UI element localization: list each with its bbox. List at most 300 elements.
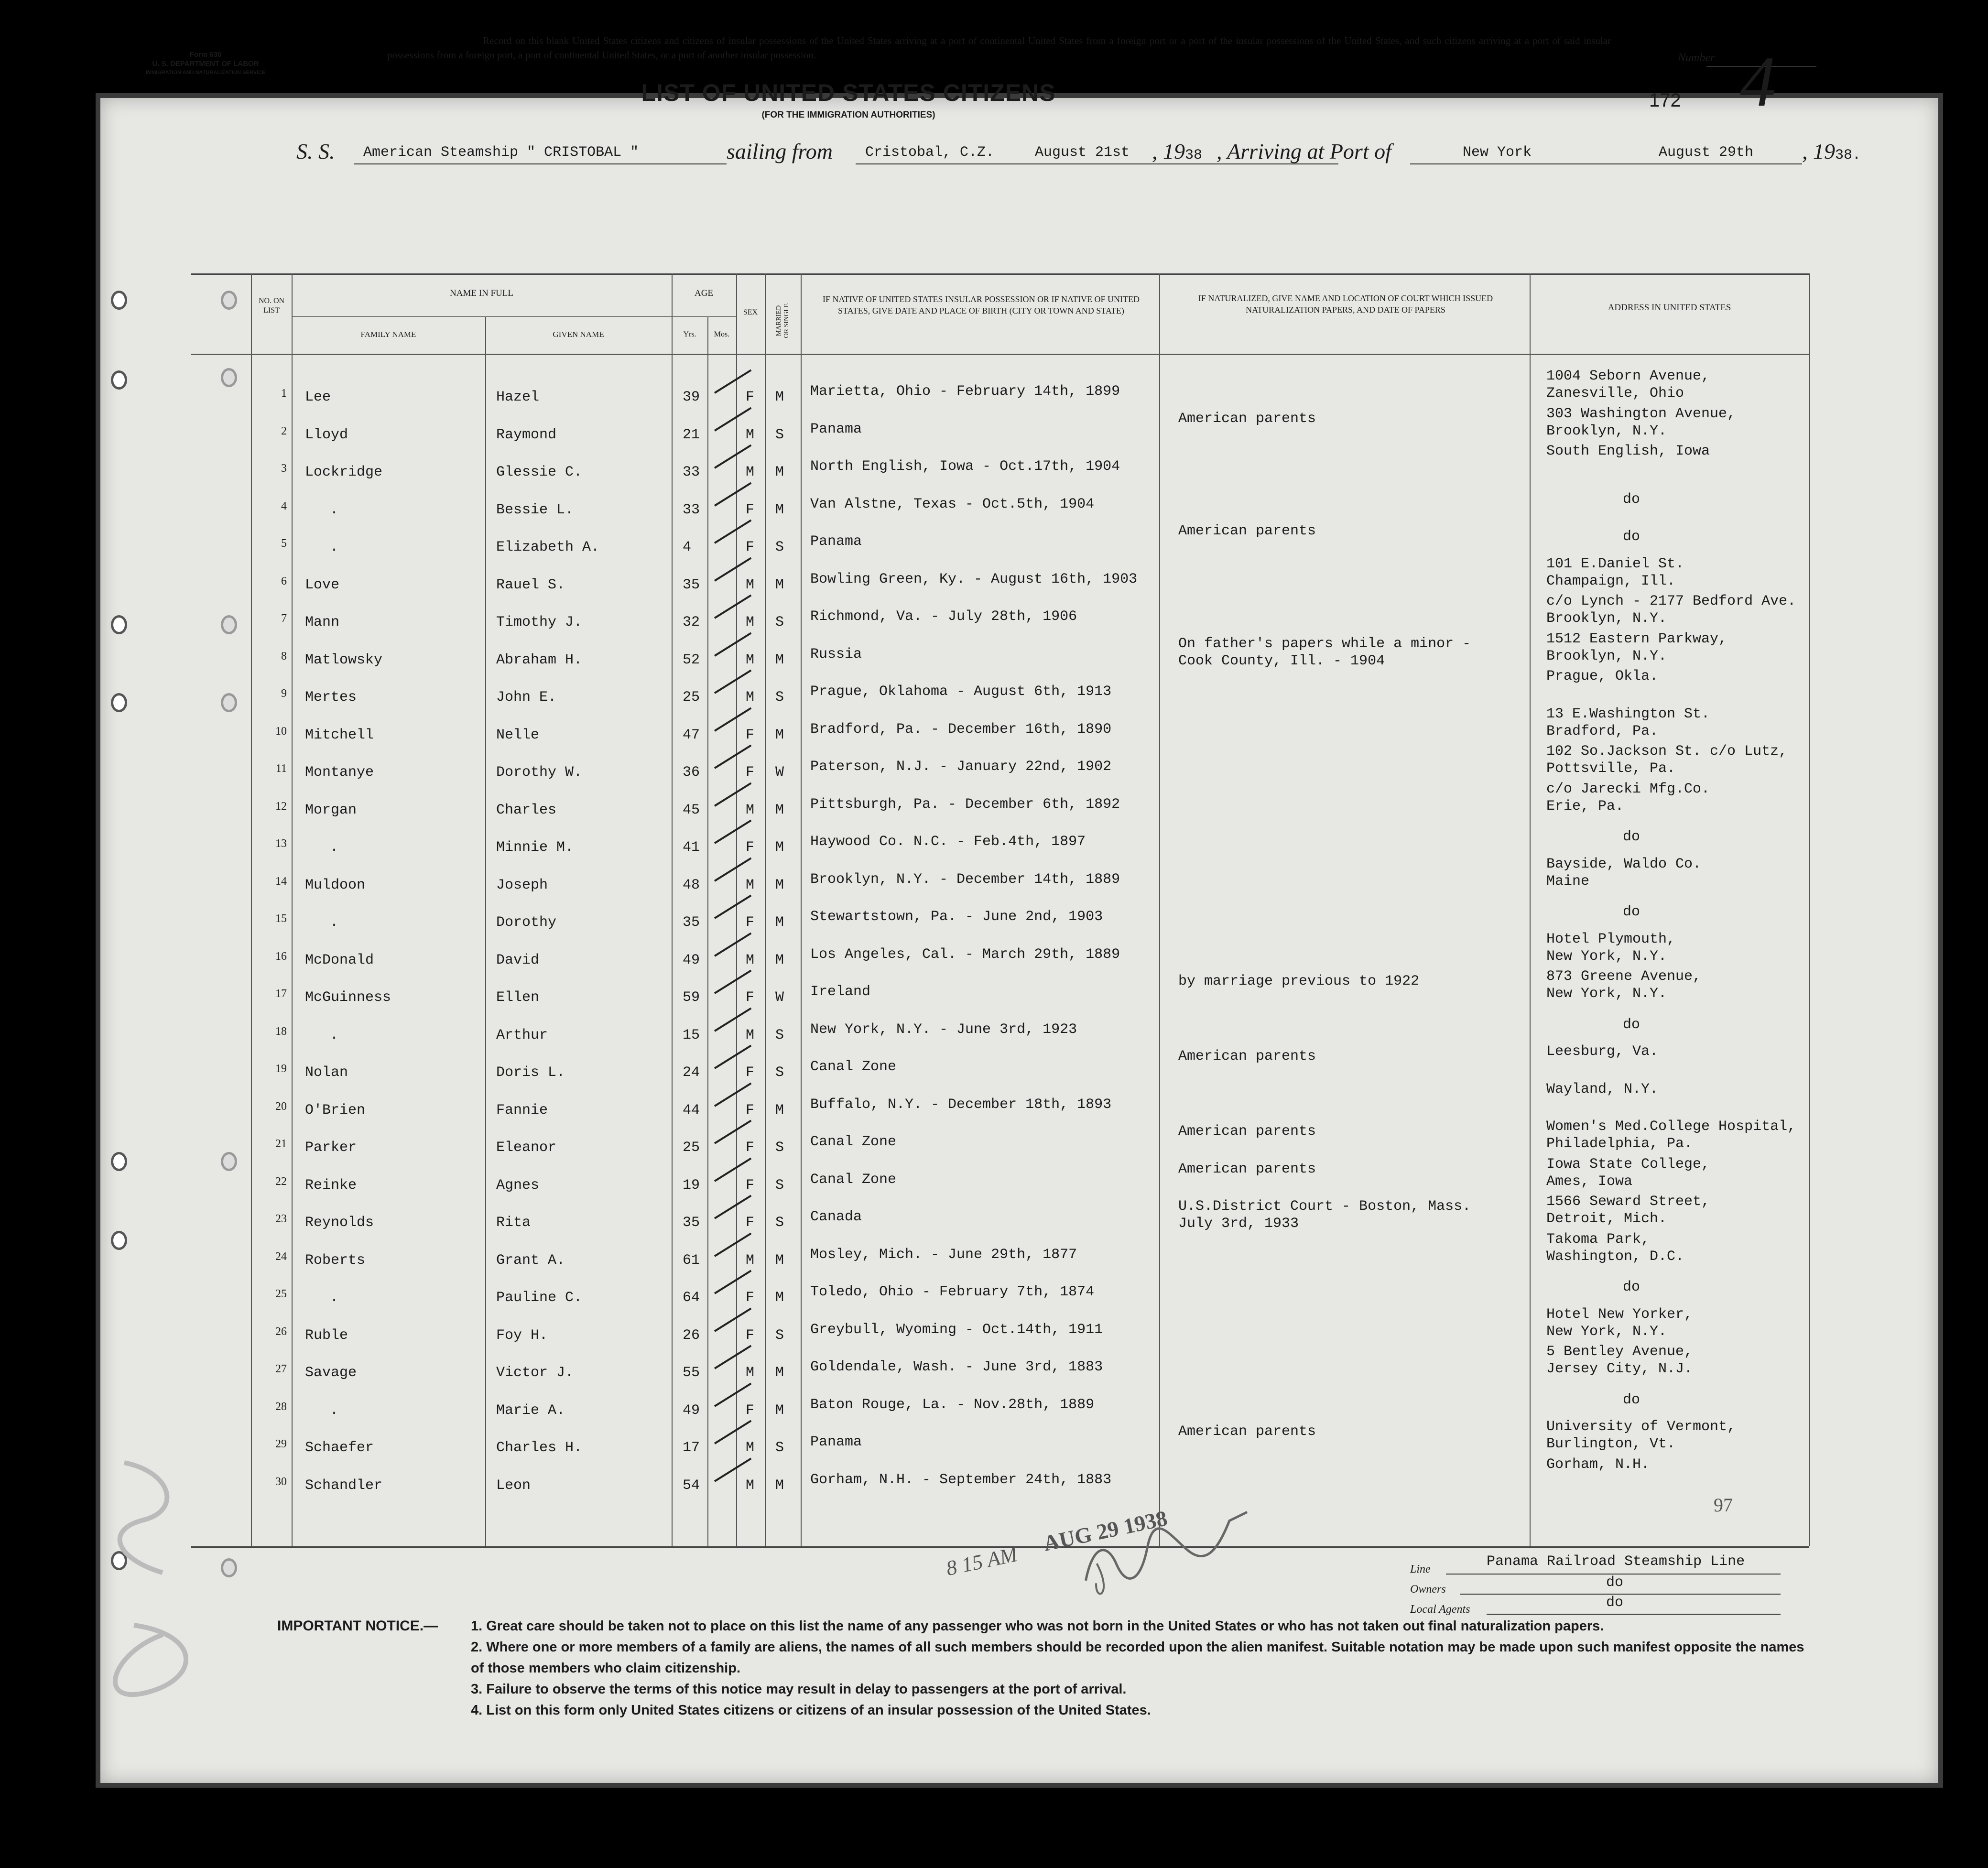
sex: M — [746, 577, 755, 593]
given-name: Hazel — [496, 389, 540, 405]
service-name: IMMIGRATION AND NATURALIZATION SERVICE — [145, 70, 266, 76]
binder-hole — [221, 291, 237, 310]
address-line-1: do — [1623, 904, 1640, 920]
row-number: 14 — [275, 875, 287, 888]
family-name: Ruble — [305, 1327, 348, 1344]
notice-item-4: 4. List on this form only United States citizens or citizens of an insular possession of the United States. — [471, 1703, 1151, 1718]
row-number: 30 — [275, 1476, 287, 1488]
depart-date: August 21st — [1035, 144, 1130, 161]
agents-value: do — [1606, 1595, 1624, 1611]
family-name: Savage — [305, 1365, 357, 1381]
notice-heading: IMPORTANT NOTICE.— — [277, 1618, 438, 1634]
marital-status: W — [775, 989, 784, 1006]
family-name: . — [330, 839, 339, 856]
binder-hole — [221, 1558, 237, 1577]
given-name: Arthur — [496, 1027, 548, 1043]
age-years: 26 — [683, 1327, 700, 1344]
birth-place-date: Goldendale, Wash. - June 3rd, 1883 — [810, 1359, 1103, 1375]
birth-place-date: Canal Zone — [810, 1172, 897, 1188]
table-row — [0, 1231, 1988, 1273]
margin-scribble — [105, 1453, 220, 1702]
marital-status: M — [775, 802, 784, 818]
age-years: 4 — [683, 539, 692, 555]
table-row — [0, 823, 1988, 860]
sex: M — [746, 877, 755, 893]
vessel-name: American Steamship " CRISTOBAL " — [363, 144, 639, 161]
family-name: . — [330, 1027, 339, 1043]
header-birth: IF NATIVE OF UNITED STATES INSULAR POSSESSION OR IF NATIVE OF UNITED STATES, GIVE DATE AND PLACE OF BIRTH (CITY OR TOWN AND STATE) — [822, 294, 1140, 315]
given-name: Rauel S. — [496, 577, 565, 593]
address-line-2: Bradford, Pa. — [1546, 723, 1659, 739]
row-number: 4 — [281, 500, 287, 512]
table-row — [0, 968, 1988, 1010]
birth-place-date: Baton Rouge, La. - Nov.28th, 1889 — [810, 1397, 1095, 1413]
given-name: John E. — [496, 689, 557, 706]
sex: M — [746, 1027, 755, 1043]
table-row — [0, 856, 1988, 898]
number-label: Number — [1678, 52, 1715, 64]
given-name: Bessie L. — [496, 502, 574, 518]
marital-status: M — [775, 1102, 784, 1119]
row-number: 28 — [275, 1401, 287, 1413]
marital-status: M — [775, 1365, 784, 1381]
family-name: . — [330, 914, 339, 931]
age-years: 49 — [683, 952, 700, 968]
address-line-1: 1512 Eastern Parkway, — [1546, 631, 1727, 647]
row-number: 20 — [275, 1100, 287, 1113]
row-number: 22 — [275, 1175, 287, 1188]
birth-place-date: Canal Zone — [810, 1059, 897, 1075]
table-row — [0, 1081, 1988, 1123]
table-row — [0, 1344, 1988, 1386]
row-number: 11 — [275, 762, 287, 775]
marital-status: M — [775, 464, 784, 480]
age-years: 35 — [683, 577, 700, 593]
address-line-2: Brooklyn, N.Y. — [1546, 610, 1667, 627]
address-line-1: do — [1623, 491, 1640, 508]
birth-place-date: Prague, Oklahoma - August 6th, 1913 — [810, 684, 1112, 700]
sailing-from-label: sailing from — [727, 139, 833, 163]
sex: M — [746, 1440, 755, 1456]
row-number: 26 — [275, 1325, 287, 1338]
age-years: 45 — [683, 802, 700, 818]
birth-place-date: Russia — [810, 646, 862, 662]
given-name: Dorothy W. — [496, 764, 583, 781]
sex: F — [746, 1102, 755, 1119]
given-name: Foy H. — [496, 1327, 548, 1344]
row-number: 21 — [275, 1138, 287, 1150]
marital-status: S — [775, 1327, 784, 1344]
birth-place-date: Haywood Co. N.C. - Feb.4th, 1897 — [810, 834, 1086, 850]
family-name: Lloyd — [305, 427, 348, 443]
page-subtitle: (FOR THE IMMIGRATION AUTHORITIES) — [761, 110, 935, 120]
family-name: Matlowsky — [305, 652, 383, 668]
department-name: U. S. DEPARTMENT OF LABOR — [152, 60, 259, 68]
agents-underline — [1487, 1614, 1781, 1615]
row-number: 13 — [275, 837, 287, 850]
age-years: 32 — [683, 614, 700, 630]
table-row — [0, 1119, 1988, 1161]
age-years: 35 — [683, 914, 700, 931]
address-line-1: University of Vermont, — [1546, 1419, 1736, 1435]
birth-place-date: Marietta, Ohio - February 14th, 1899 — [810, 383, 1120, 400]
owners-value: do — [1606, 1575, 1624, 1591]
age-years: 41 — [683, 839, 700, 856]
table-row — [0, 1194, 1988, 1236]
header-age: AGE — [694, 288, 714, 298]
table-row — [0, 1419, 1988, 1461]
birth-place-date: Mosley, Mich. - June 29th, 1877 — [810, 1247, 1077, 1263]
sex: F — [746, 1177, 755, 1194]
family-name: McDonald — [305, 952, 374, 968]
row-number: 19 — [275, 1063, 287, 1075]
address-line-1: Women's Med.College Hospital, — [1546, 1119, 1796, 1135]
given-name: Victor J. — [496, 1365, 574, 1381]
address-line-2: Jersey City, N.J. — [1546, 1361, 1693, 1377]
age-years: 47 — [683, 727, 700, 743]
sex: M — [746, 427, 755, 443]
marital-status: M — [775, 1290, 784, 1306]
address-line-1: Iowa State College, — [1546, 1156, 1710, 1173]
table-row — [0, 1306, 1988, 1348]
family-name: Schandler — [305, 1477, 383, 1494]
family-name: Mertes — [305, 689, 357, 706]
marital-status: S — [775, 1027, 784, 1043]
birth-place-date: Gorham, N.H. - September 24th, 1883 — [810, 1472, 1112, 1488]
marital-status: M — [775, 952, 784, 968]
header-naturalized: IF NATURALIZED, GIVE NAME AND LOCATION OF COURT WHICH ISSUED NATURALIZATION PAPERS, AND DATE OF PAPERS — [1198, 293, 1493, 315]
arrive-date: August 29th — [1659, 144, 1754, 161]
table-row — [0, 898, 1988, 935]
marital-status: M — [775, 389, 784, 405]
given-name: David — [496, 952, 540, 968]
marital-status: M — [775, 877, 784, 893]
age-years: 35 — [683, 1215, 700, 1231]
birth-place-date: Stewartstown, Pa. - June 2nd, 1903 — [810, 909, 1103, 925]
address-line-1: Hotel New Yorker, — [1546, 1306, 1693, 1323]
address-line-2: Brooklyn, N.Y. — [1546, 648, 1667, 664]
address-line-1: 873 Greene Avenue, — [1546, 968, 1702, 985]
age-years: 21 — [683, 427, 700, 443]
age-years: 61 — [683, 1252, 700, 1269]
row-number: 12 — [275, 800, 287, 813]
header-yrs: Yrs. — [683, 330, 696, 338]
birth-place-date: Los Angeles, Cal. - March 29th, 1889 — [810, 946, 1120, 963]
depart-year: 38 — [1185, 147, 1203, 163]
family-name: Parker — [305, 1140, 357, 1156]
given-name: Dorothy — [496, 914, 557, 931]
naturalization: On father's papers while a minor - — [1178, 636, 1471, 652]
table-row — [0, 1386, 1988, 1423]
naturalization: American parents — [1178, 1123, 1316, 1140]
address-line-1: c/o Lynch - 2177 Bedford Ave. — [1546, 593, 1796, 609]
naturalization: American parents — [1178, 1048, 1316, 1064]
address-line-2: Erie, Pa. — [1546, 798, 1624, 815]
age-years: 15 — [683, 1027, 700, 1043]
header-address: ADDRESS IN UNITED STATES — [1608, 303, 1731, 313]
address-line-1: 303 Washington Avenue, — [1546, 406, 1736, 422]
age-years: 33 — [683, 502, 700, 518]
marital-status: S — [775, 1140, 784, 1156]
marital-status: M — [775, 652, 784, 668]
name-subrule — [292, 316, 717, 317]
given-name: Nelle — [496, 727, 540, 743]
row-number: 7 — [281, 612, 287, 625]
sex: F — [746, 764, 755, 781]
sex: F — [746, 502, 755, 518]
age-years: 52 — [683, 652, 700, 668]
family-name: . — [330, 539, 339, 555]
marital-status: M — [775, 1252, 784, 1269]
sex: F — [746, 1064, 755, 1081]
row-number: 10 — [275, 725, 287, 738]
marital-status: S — [775, 427, 784, 443]
line-value: Panama Railroad Steamship Line — [1487, 1553, 1745, 1570]
family-name: Love — [305, 577, 340, 593]
family-name: . — [330, 1290, 339, 1306]
row-number: 3 — [281, 462, 287, 475]
header-given-name: GIVEN NAME — [553, 330, 604, 339]
family-name: Reinke — [305, 1177, 357, 1194]
table-row — [0, 556, 1988, 598]
row-number: 24 — [275, 1250, 287, 1263]
address-line-1: 102 So.Jackson St. c/o Lutz, — [1546, 743, 1788, 760]
table-row — [0, 706, 1988, 748]
row-number: 23 — [275, 1213, 287, 1225]
naturalization: American parents — [1178, 411, 1316, 427]
family-name: Roberts — [305, 1252, 366, 1269]
header-name-in-full: NAME IN FULL — [450, 288, 513, 298]
age-years: 36 — [683, 764, 700, 781]
given-name: Abraham H. — [496, 652, 583, 668]
table-row — [0, 1043, 1988, 1086]
family-name: Mitchell — [305, 727, 374, 743]
family-name: McGuinness — [305, 989, 391, 1006]
header-sex: SEX — [743, 308, 758, 316]
address-line-1: do — [1623, 1392, 1640, 1408]
voyage-line — [201, 139, 1861, 167]
age-subrule — [672, 316, 736, 317]
row-number: 1 — [281, 387, 287, 400]
table-row — [0, 631, 1988, 673]
given-name: Joseph — [496, 877, 548, 893]
marital-status: W — [775, 764, 784, 781]
header-family-name: FAMILY NAME — [360, 330, 416, 339]
given-name: Minnie M. — [496, 839, 574, 856]
sex: M — [746, 652, 755, 668]
birth-place-date: Van Alstne, Texas - Oct.5th, 1904 — [810, 496, 1095, 512]
form-number: Form 630 — [189, 51, 222, 59]
marital-status: S — [775, 1440, 784, 1456]
family-name: Morgan — [305, 802, 357, 818]
sex: M — [746, 1477, 755, 1494]
table-row — [0, 1273, 1988, 1311]
line-label: Line — [1410, 1563, 1431, 1575]
header-married-single: MARRIED OR SINGLE — [775, 303, 790, 338]
age-years: 64 — [683, 1290, 700, 1306]
birth-place-date: Bowling Green, Ky. - August 16th, 1903 — [810, 571, 1138, 587]
table-row — [0, 523, 1988, 560]
sex: F — [746, 1140, 755, 1156]
row-number: 27 — [275, 1363, 287, 1375]
sex: F — [746, 989, 755, 1006]
given-name: Charles — [496, 802, 557, 818]
age-years: 55 — [683, 1365, 700, 1381]
header-mos: Mos. — [714, 330, 730, 338]
page-number: 172 — [1649, 90, 1681, 111]
family-name: Schaefer — [305, 1440, 374, 1456]
address-line-1: Prague, Okla. — [1546, 668, 1659, 684]
marital-status: S — [775, 1177, 784, 1194]
stamp-date: AUG 29 1938 — [1041, 1506, 1170, 1556]
sex: F — [746, 1215, 755, 1231]
notice-item-1: 1. Great care should be taken not to place on this list the name of any passenger who was not born in the United States or who has not taken out final naturalization papers. — [471, 1618, 1604, 1634]
address-line-2: Ames, Iowa — [1546, 1173, 1633, 1190]
ss-label: S. S. — [296, 139, 335, 163]
row-number: 15 — [275, 912, 287, 925]
sailing-from-port: Cristobal, C.Z. — [865, 144, 995, 161]
table-row — [0, 406, 1988, 448]
naturalization-cont: July 3rd, 1933 — [1178, 1216, 1299, 1232]
table-row — [0, 1011, 1988, 1048]
address-line-2: Maine — [1546, 873, 1590, 890]
given-name: Raymond — [496, 427, 557, 443]
address-line-1: do — [1623, 529, 1640, 545]
sex: M — [746, 1365, 755, 1381]
address-line-2: Washington, D.C. — [1546, 1249, 1684, 1265]
address-line-2: Pottsville, Pa. — [1546, 760, 1676, 777]
given-name: Agnes — [496, 1177, 540, 1194]
sex: F — [746, 539, 755, 555]
arriving-label: , Arriving at Port of — [1217, 139, 1391, 163]
sex: M — [746, 464, 755, 480]
tally-number: 97 — [1714, 1494, 1733, 1516]
address-line-1: Takoma Park, — [1546, 1231, 1650, 1248]
age-years: 48 — [683, 877, 700, 893]
given-name: Leon — [496, 1477, 531, 1494]
naturalization: American parents — [1178, 523, 1316, 539]
birth-place-date: Ireland — [810, 984, 871, 1000]
birth-place-date: New York, N.Y. - June 3rd, 1923 — [810, 1021, 1077, 1038]
table-row — [0, 668, 1988, 710]
birth-place-date: Paterson, N.J. - January 22nd, 1902 — [810, 759, 1112, 775]
marital-status: M — [775, 914, 784, 931]
sex: F — [746, 914, 755, 931]
notice-item-3: 3. Failure to observe the terms of this notice may result in delay to passengers at the port of arrival. — [471, 1682, 1127, 1697]
address-line-2: Burlington, Vt. — [1546, 1436, 1676, 1452]
marital-status: M — [775, 577, 784, 593]
table-row — [0, 1456, 1988, 1499]
address-line-2: Brooklyn, N.Y. — [1546, 423, 1667, 439]
address-line-1: South English, Iowa — [1546, 443, 1710, 459]
sex: M — [746, 952, 755, 968]
birth-place-date: North English, Iowa - Oct.17th, 1904 — [810, 458, 1120, 475]
marital-status: M — [775, 727, 784, 743]
sex: F — [746, 389, 755, 405]
age-years: 19 — [683, 1177, 700, 1194]
address-line-2: Zanesville, Ohio — [1546, 385, 1684, 402]
owners-label: Owners — [1410, 1583, 1446, 1596]
marital-status: S — [775, 1215, 784, 1231]
age-years: 59 — [683, 989, 700, 1006]
arrival-port: New York — [1463, 144, 1532, 161]
agents-label: Local Agents — [1410, 1603, 1470, 1616]
family-name: . — [330, 1402, 339, 1419]
birth-place-date: Greybull, Wyoming - Oct.14th, 1911 — [810, 1322, 1103, 1338]
binder-hole — [111, 291, 127, 310]
age-years: 24 — [683, 1064, 700, 1081]
birth-place-date: Panama — [810, 421, 862, 437]
address-line-1: Bayside, Waldo Co. — [1546, 856, 1702, 872]
given-name: Eleanor — [496, 1140, 557, 1156]
sex: F — [746, 1290, 755, 1306]
sex: F — [746, 1327, 755, 1344]
age-years: 44 — [683, 1102, 700, 1119]
address-line-1: 13 E.Washington St. — [1546, 706, 1710, 722]
address-line-1: 5 Bentley Avenue, — [1546, 1344, 1693, 1360]
marital-status: M — [775, 1477, 784, 1494]
address-line-2: New York, N.Y. — [1546, 948, 1667, 965]
address-line-1: Hotel Plymouth, — [1546, 931, 1676, 947]
family-name: Muldoon — [305, 877, 366, 893]
table-row — [0, 931, 1988, 973]
address-line-1: 101 E.Daniel St. — [1546, 556, 1684, 572]
table-row — [0, 593, 1988, 635]
page-title: LIST OF UNITED STATES CITIZENS — [641, 79, 1056, 106]
table-row — [0, 781, 1988, 823]
birth-place-date: Canada — [810, 1209, 862, 1225]
depart-year-prefix: , 1938 — [1152, 139, 1203, 163]
address-line-1: Leesburg, Va. — [1546, 1043, 1659, 1060]
marital-status: M — [775, 839, 784, 856]
address-line-2: Detroit, Mich. — [1546, 1211, 1667, 1227]
given-name: Elizabeth A. — [496, 539, 600, 555]
given-name: Fannie — [496, 1102, 548, 1119]
family-name: Montanye — [305, 764, 374, 781]
naturalization: by marriage previous to 1922 — [1178, 973, 1420, 989]
address-line-1: Gorham, N.H. — [1546, 1456, 1650, 1473]
form-identifier — [143, 50, 268, 77]
marital-status: M — [775, 1402, 784, 1419]
birth-place-date: Richmond, Va. - July 28th, 1906 — [810, 608, 1077, 625]
row-number: 16 — [275, 950, 287, 963]
given-name: Ellen — [496, 989, 540, 1006]
given-name: Glessie C. — [496, 464, 583, 480]
row-number: 29 — [275, 1438, 287, 1450]
given-name: Rita — [496, 1215, 531, 1231]
given-name: Grant A. — [496, 1252, 565, 1269]
family-name: Lee — [305, 389, 331, 405]
address-line-2: New York, N.Y. — [1546, 986, 1667, 1002]
address-line-1: 1566 Seward Street, — [1546, 1194, 1710, 1210]
given-name: Doris L. — [496, 1064, 565, 1081]
birth-place-date: Bradford, Pa. - December 16th, 1890 — [810, 721, 1112, 738]
address-line-1: do — [1623, 1017, 1640, 1033]
address-line-2: Champaign, Ill. — [1546, 573, 1676, 589]
family-name: Reynolds — [305, 1215, 374, 1231]
table-row — [0, 443, 1988, 485]
sex: F — [746, 839, 755, 856]
birth-place-date: Canal Zone — [810, 1134, 897, 1150]
naturalization: American parents — [1178, 1161, 1316, 1177]
list-number: 4 — [1740, 42, 1776, 121]
row-number: 17 — [275, 988, 287, 1000]
birth-place-date: Pittsburgh, Pa. - December 6th, 1892 — [810, 796, 1120, 813]
arrive-year: 38. — [1835, 147, 1861, 163]
family-name: Lockridge — [305, 464, 383, 480]
arrive-year-prefix: , 1938. — [1802, 139, 1861, 163]
family-name: Nolan — [305, 1064, 348, 1081]
